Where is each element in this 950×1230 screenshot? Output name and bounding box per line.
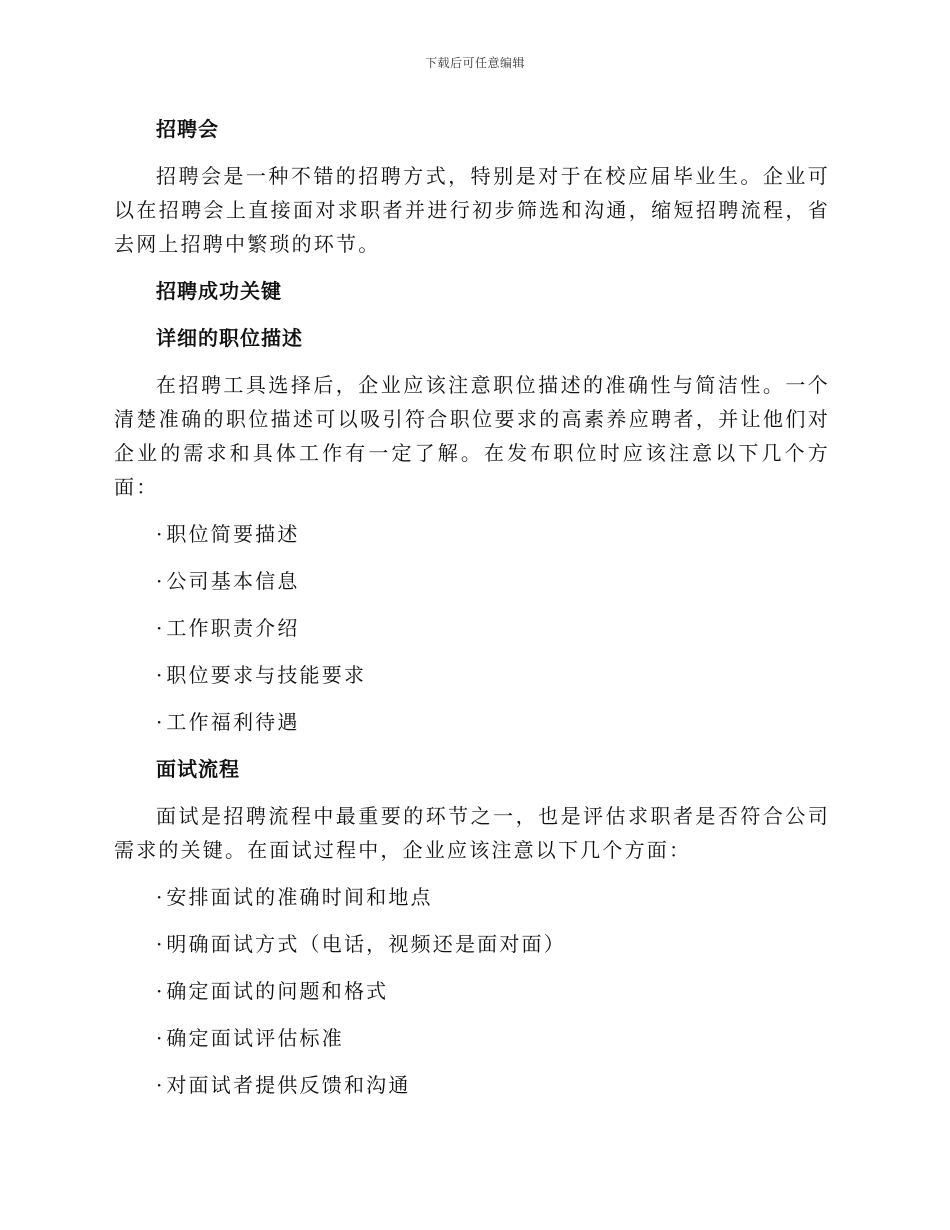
bullet-marker: · xyxy=(156,569,163,593)
list-item xyxy=(156,974,830,1008)
job-description-paragraph: 在招聘工具选择后，企业应该注意职位描述的准确性与简洁性。一个清楚准确的职位描述可以吸引符合职位要求的高素养应聘者，并让他们对企业的需求和具体工作有一定了解。在发布职位时应该注意以下几个方面： xyxy=(114,373,830,499)
job-description-list xyxy=(114,517,830,739)
list-item xyxy=(156,611,830,645)
list-item-text: 公司基本信息 xyxy=(166,569,300,593)
bullet-marker: · xyxy=(156,1026,163,1050)
interview-process-paragraph: 面试是招聘流程中最重要的环节之一，也是评估求职者是否符合公司需求的关键。在面试过程中，企业应该注意以下几个方面： xyxy=(114,804,830,862)
list-item xyxy=(156,1021,830,1055)
list-item xyxy=(156,658,830,692)
list-item-text: 安排面试的准确时间和地点 xyxy=(166,885,433,909)
interview-process-list xyxy=(114,880,830,1102)
job-fair-paragraph: 招聘会是一种不错的招聘方式，特别是对于在校应届毕业生。企业可以在招聘会上直接面对求职者并进行初步筛选和沟通，缩短招聘流程，省去网上招聘中繁琐的环节。 xyxy=(114,164,830,256)
bullet-marker: · xyxy=(156,663,163,687)
bullet-marker: · xyxy=(156,616,163,640)
list-item-text: 工作福利待遇 xyxy=(166,710,300,734)
list-item-text: 确定面试的问题和格式 xyxy=(166,979,389,1003)
section-heading-job-description: 详细的职位描述 xyxy=(156,326,303,350)
list-item-text: 职位简要描述 xyxy=(166,522,300,546)
section-heading-job-fair: 招聘会 xyxy=(156,117,219,141)
list-item xyxy=(156,564,830,598)
list-item xyxy=(156,927,830,961)
document-body xyxy=(114,112,830,1115)
list-item xyxy=(156,1068,830,1102)
page-header: 下载后可任意编辑 xyxy=(424,56,525,70)
bullet-marker: · xyxy=(156,710,163,734)
bullet-marker: · xyxy=(156,979,163,1003)
list-item-text: 明确面试方式（电话，视频还是面对面） xyxy=(166,932,566,956)
list-item-text: 职位要求与技能要求 xyxy=(166,663,367,687)
bullet-marker: · xyxy=(156,522,163,546)
list-item-text: 确定面试评估标准 xyxy=(166,1026,344,1050)
bullet-marker: · xyxy=(156,1073,163,1097)
section-heading-success-keys: 招聘成功关键 xyxy=(156,279,282,303)
list-item xyxy=(156,880,830,914)
list-item xyxy=(156,517,830,551)
bullet-marker: · xyxy=(156,932,163,956)
list-item xyxy=(156,705,830,739)
list-item-text: 工作职责介绍 xyxy=(166,616,300,640)
bullet-marker: · xyxy=(156,885,163,909)
list-item-text: 对面试者提供反馈和沟通 xyxy=(166,1073,411,1097)
section-heading-interview-process: 面试流程 xyxy=(156,757,240,781)
